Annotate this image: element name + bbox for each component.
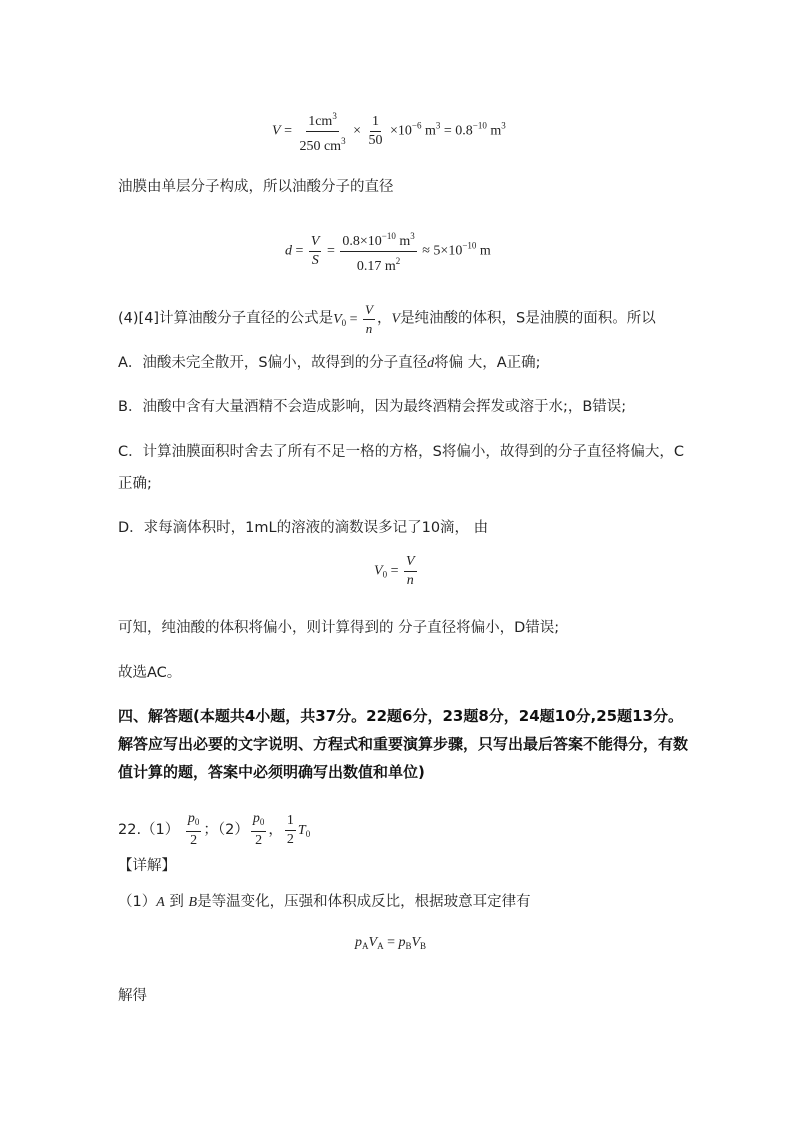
option-a: A．油酸未完全散开，S偏小，故得到的分子直径d将偏 大，A正确; bbox=[118, 355, 541, 371]
fraction-1: $\frac{1cm^3}{250 cm^3}$ bbox=[297, 108, 347, 155]
fraction-values: $\frac{0.8\times 10^{-10} m^3}{0.17 m^2}$ bbox=[340, 228, 416, 275]
fraction-2: $\frac{1}{50}$ bbox=[368, 114, 383, 148]
detail-label: 【详解】 bbox=[118, 858, 176, 874]
text-choose: 故选AC。 bbox=[118, 665, 182, 681]
equation-v0: $V_0$ = $\frac{V}{n}$ bbox=[374, 554, 415, 588]
section-heading-line2: 解答应写出必要的文字说明、方程式和重要演算步骤，只写出最后答案不能得分，有数 bbox=[118, 735, 689, 753]
times-sign: × bbox=[353, 123, 361, 139]
equation-diameter: d = $\frac{V}{S}$ = $\frac{0.8\times 10^{-10} m^3}{0.17 m^2}$ ≈ $5\times 10^{-10}$ m bbox=[285, 228, 491, 275]
eq-sign: = bbox=[284, 123, 292, 139]
option-c-line2: 正确; bbox=[118, 476, 152, 492]
var-v: V bbox=[272, 123, 281, 139]
equation-boyle: $p_AV_A = p_BV_B$ bbox=[355, 935, 427, 951]
option-d: D．求每滴体积时，1mL的溶液的滴数误多记了10滴， 由 bbox=[118, 520, 489, 536]
q22-answer: 22.（1） $\frac{p_0}{2}$ ；（2） $\frac{p_0}{2}$ ， $\frac{1}{2}$ $T_0$ bbox=[118, 811, 311, 848]
text-solve: 解得 bbox=[118, 988, 147, 1004]
text-oil-film: 油膜由单层分子构成，所以油酸分子的直径 bbox=[118, 179, 394, 195]
text-conclude: 可知，纯油酸的体积将偏小，则计算得到的 分子直径将偏小，D错误; bbox=[118, 620, 560, 636]
option-c-line1: C．计算油膜面积时舍去了所有不足一格的方格，S将偏小，故得到的分子直径将偏大，C bbox=[118, 444, 684, 460]
equation-volume: V = $\frac{1cm^3}{250 cm^3}$ × $\frac{1}{50}$ $\times 10^{-6}$ $m^3 = 0.8^{-10}$ $m^3$ bbox=[272, 108, 506, 155]
option-b: B．油酸中含有大量酒精不会造成影响，因为最终酒精会挥发或溶于水;，B错误; bbox=[118, 399, 627, 415]
part1-text: （1）A 到 B是等温变化，压强和体积成反比，根据玻意耳定律有 bbox=[118, 894, 531, 910]
text-part4: (4)[4]计算油酸分子直径的公式是$V_0$ = $\frac{V}{n}$ ，V是纯油酸的体积，S是油膜的面积。所以 bbox=[118, 302, 656, 336]
fraction-v-s: $\frac{V}{S}$ bbox=[310, 234, 320, 268]
section-heading-line3: 值计算的题，答案中必须明确写出数值和单位) bbox=[118, 763, 425, 781]
section-heading-line1: 四、解答题(本题共4小题，共37分。22题6分，23题8分，24题10分,25题13分。 bbox=[118, 707, 683, 725]
